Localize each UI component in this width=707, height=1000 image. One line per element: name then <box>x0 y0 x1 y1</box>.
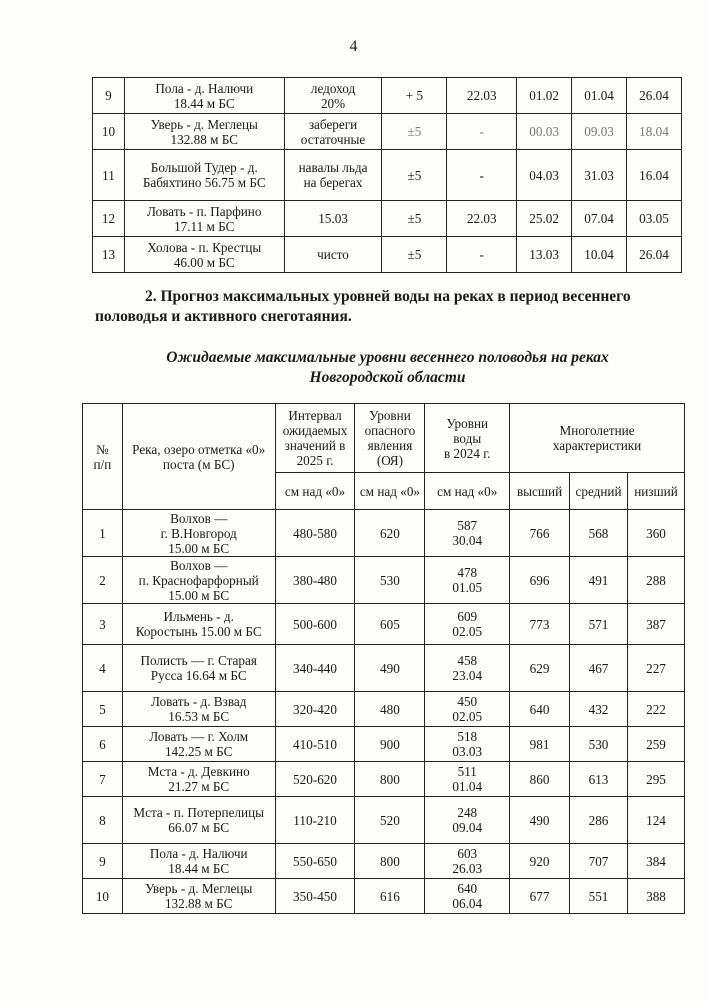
table-row <box>83 844 685 879</box>
header-max: высший <box>510 473 570 510</box>
avg-level: 551 <box>570 879 628 914</box>
header-river: Река, озеро отметка «0» поста (м БС) <box>122 404 275 510</box>
danger-level: 530 <box>355 557 425 604</box>
header-unit-danger: см над «0» <box>355 473 425 510</box>
date-2: 01.02 <box>517 78 572 114</box>
danger-level: 800 <box>355 844 425 879</box>
expected-interval: 110-210 <box>275 797 355 844</box>
date-2: 04.03 <box>517 150 572 201</box>
river-station: Холова - п. Крестцы 46.00 м БС <box>124 237 284 273</box>
min-level: 288 <box>627 557 684 604</box>
table-row <box>93 237 682 273</box>
level-2024: 587 30.04 <box>425 510 510 557</box>
level-2024: 511 01.04 <box>425 762 510 797</box>
expected-interval: 520-620 <box>275 762 355 797</box>
danger-level: 616 <box>355 879 425 914</box>
header-danger-level: Уровни опасного явления (ОЯ) <box>355 404 425 473</box>
header-levels-2024: Уровни воды в 2024 г. <box>425 404 510 473</box>
avg-level: 491 <box>570 557 628 604</box>
danger-level: 605 <box>355 604 425 645</box>
avg-level: 467 <box>570 645 628 692</box>
min-level: 384 <box>627 844 684 879</box>
section-heading: 2. Прогноз максимальных уровней воды на реках в период весеннего половодья и активного снеготаяния. <box>95 288 631 325</box>
row-number: 10 <box>83 879 123 914</box>
level-2024: 450 02.05 <box>425 692 510 727</box>
page-number: 4 <box>349 38 358 55</box>
expected-interval: 320-420 <box>275 692 355 727</box>
max-level: 766 <box>510 510 570 557</box>
ice-conditions-table <box>92 77 682 273</box>
avg-level: 613 <box>570 762 628 797</box>
danger-level: 480 <box>355 692 425 727</box>
date-2: 13.03 <box>517 237 572 273</box>
table-row <box>83 727 685 762</box>
river-station: Уверь - д. Меглецы 132.88 м БС <box>124 114 284 150</box>
row-number: 9 <box>93 78 125 114</box>
min-level: 360 <box>627 510 684 557</box>
table-row <box>83 692 685 727</box>
river-station: Ильмень - д. Коростынь 15.00 м БС <box>122 604 275 645</box>
ice-state: навалы льда на берегах <box>284 150 382 201</box>
row-number: 13 <box>93 237 125 273</box>
row-number: 4 <box>83 645 123 692</box>
danger-level: 620 <box>355 510 425 557</box>
expected-interval: 500-600 <box>275 604 355 645</box>
river-station: Пола - д. Налючи 18.44 м БС <box>124 78 284 114</box>
row-number: 12 <box>93 201 125 237</box>
river-station: Мста - п. Потерпелицы 66.07 м БС <box>122 797 275 844</box>
ice-state: 15.03 <box>284 201 382 237</box>
level-2024: 478 01.05 <box>425 557 510 604</box>
river-station: Ловать - п. Парфино 17.11 м БС <box>124 201 284 237</box>
max-level: 920 <box>510 844 570 879</box>
header-unit-2024: см над «0» <box>425 473 510 510</box>
row-number: 5 <box>83 692 123 727</box>
date-1: - <box>447 114 517 150</box>
row-number: 2 <box>83 557 123 604</box>
min-level: 295 <box>627 762 684 797</box>
avg-level: 568 <box>570 510 628 557</box>
min-level: 227 <box>627 645 684 692</box>
table-row <box>83 762 685 797</box>
max-level: 490 <box>510 797 570 844</box>
temperature: ±5 <box>382 150 447 201</box>
row-number: 10 <box>93 114 125 150</box>
danger-level: 490 <box>355 645 425 692</box>
table-title: Ожидаемые максимальные уровни весеннего половодья на реках Новгородской области <box>166 349 609 386</box>
header-min: низший <box>627 473 684 510</box>
max-level: 640 <box>510 692 570 727</box>
level-2024: 609 02.05 <box>425 604 510 645</box>
avg-level: 432 <box>570 692 628 727</box>
header-avg: средний <box>570 473 628 510</box>
temperature: + 5 <box>382 78 447 114</box>
date-1: 22.03 <box>447 201 517 237</box>
table-row <box>83 557 685 604</box>
river-station: Пола - д. Налючи 18.44 м БС <box>122 844 275 879</box>
header-interval: Интервал ожидаемых значений в 2025 г. <box>275 404 355 473</box>
date-1: - <box>447 237 517 273</box>
date-2: 25.02 <box>517 201 572 237</box>
level-2024: 518 03.03 <box>425 727 510 762</box>
temperature: ±5 <box>382 114 447 150</box>
table-row <box>83 645 685 692</box>
expected-interval: 550-650 <box>275 844 355 879</box>
max-level: 677 <box>510 879 570 914</box>
min-level: 388 <box>627 879 684 914</box>
date-4: 03.05 <box>627 201 682 237</box>
date-4: 26.04 <box>627 237 682 273</box>
date-2: 00.03 <box>517 114 572 150</box>
date-4: 18.04 <box>627 114 682 150</box>
header-number: № п/п <box>83 404 123 510</box>
date-1: - <box>447 150 517 201</box>
table-row <box>93 150 682 201</box>
table-row <box>83 510 685 557</box>
avg-level: 286 <box>570 797 628 844</box>
row-number: 11 <box>93 150 125 201</box>
level-2024: 603 26.03 <box>425 844 510 879</box>
river-station: Волхов — п. Краснофарфорный 15.00 м БС <box>122 557 275 604</box>
table-row <box>83 879 685 914</box>
row-number: 6 <box>83 727 123 762</box>
ice-state: ледоход 20% <box>284 78 382 114</box>
expected-interval: 350-450 <box>275 879 355 914</box>
level-2024: 248 09.04 <box>425 797 510 844</box>
expected-interval: 410-510 <box>275 727 355 762</box>
date-4: 26.04 <box>627 78 682 114</box>
danger-level: 800 <box>355 762 425 797</box>
ice-state: чисто <box>284 237 382 273</box>
ice-state: забереги остаточные <box>284 114 382 150</box>
date-3: 31.03 <box>572 150 627 201</box>
river-station: Ловать — г. Холм 142.25 м БС <box>122 727 275 762</box>
table-row <box>83 797 685 844</box>
row-number: 1 <box>83 510 123 557</box>
row-number: 3 <box>83 604 123 645</box>
min-level: 387 <box>627 604 684 645</box>
river-station: Мста - д. Девкино 21.27 м БС <box>122 762 275 797</box>
avg-level: 707 <box>570 844 628 879</box>
river-station: Большой Тудер - д. Бабяхтино 56.75 м БС <box>124 150 284 201</box>
row-number: 7 <box>83 762 123 797</box>
river-station: Ловать - д. Взвад 16.53 м БС <box>122 692 275 727</box>
avg-level: 571 <box>570 604 628 645</box>
date-3: 07.04 <box>572 201 627 237</box>
table-row <box>83 604 685 645</box>
table-row <box>93 201 682 237</box>
danger-level: 520 <box>355 797 425 844</box>
temperature: ±5 <box>382 237 447 273</box>
max-level: 696 <box>510 557 570 604</box>
river-station: Волхов — г. В.Новгород 15.00 м БС <box>122 510 275 557</box>
date-3: 01.04 <box>572 78 627 114</box>
date-1: 22.03 <box>447 78 517 114</box>
flood-levels-body <box>83 510 685 914</box>
expected-interval: 480-580 <box>275 510 355 557</box>
date-3: 10.04 <box>572 237 627 273</box>
level-2024: 458 23.04 <box>425 645 510 692</box>
level-2024: 640 06.04 <box>425 879 510 914</box>
temperature: ±5 <box>382 201 447 237</box>
header-unit-interval: см над «0» <box>275 473 355 510</box>
min-level: 259 <box>627 727 684 762</box>
date-4: 16.04 <box>627 150 682 201</box>
avg-level: 530 <box>570 727 628 762</box>
river-station: Уверь - д. Меглецы 132.88 м БС <box>122 879 275 914</box>
expected-interval: 380-480 <box>275 557 355 604</box>
danger-level: 900 <box>355 727 425 762</box>
max-level: 773 <box>510 604 570 645</box>
min-level: 222 <box>627 692 684 727</box>
date-3: 09.03 <box>572 114 627 150</box>
ice-conditions-body <box>93 78 682 273</box>
max-level: 629 <box>510 645 570 692</box>
max-level: 860 <box>510 762 570 797</box>
river-station: Полисть — г. Старая Русса 16.64 м БС <box>122 645 275 692</box>
table-row <box>93 114 682 150</box>
max-level: 981 <box>510 727 570 762</box>
row-number: 9 <box>83 844 123 879</box>
expected-interval: 340-440 <box>275 645 355 692</box>
flood-levels-table <box>82 403 685 914</box>
table-row <box>93 78 682 114</box>
min-level: 124 <box>627 797 684 844</box>
row-number: 8 <box>83 797 123 844</box>
header-long-term: Многолетние характеристики <box>510 404 685 473</box>
